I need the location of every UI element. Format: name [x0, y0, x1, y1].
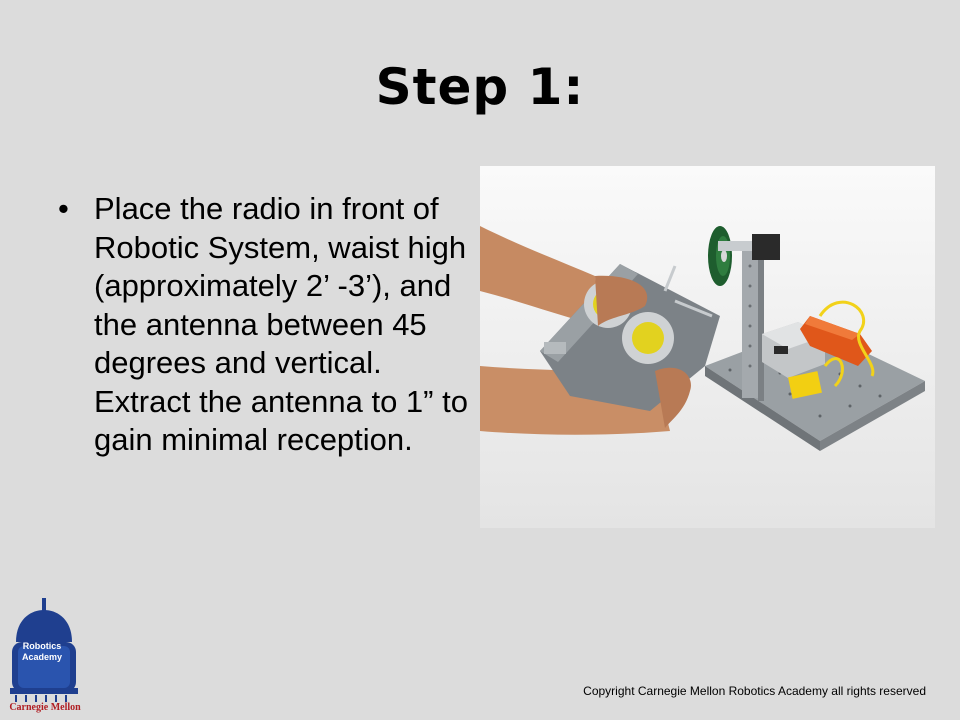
logo-line2: Academy [21, 652, 63, 662]
copyright-notice: Copyright Carnegie Mellon Robotics Academy all rights reserved [583, 684, 926, 698]
bullet-text: Place the radio in front of Robotic System, waist high (approximately 2’ -3’), and the antenna between 45 degrees and vertical. Extract the antenna to 1” to gain minimal reception. [94, 191, 468, 457]
bullet-item [58, 190, 478, 460]
robot-tower [742, 248, 758, 398]
bullet-marker: • [58, 191, 69, 226]
robot-photo [480, 166, 935, 528]
photo-illustration [480, 166, 935, 528]
slide-title: Step 1: [375, 58, 585, 116]
logo-wordmark: Carnegie Mellon [9, 702, 81, 713]
logo-line1: Robotics [22, 641, 62, 651]
bullet-list [58, 190, 478, 460]
motor [752, 234, 780, 260]
logo-label [21, 641, 63, 663]
